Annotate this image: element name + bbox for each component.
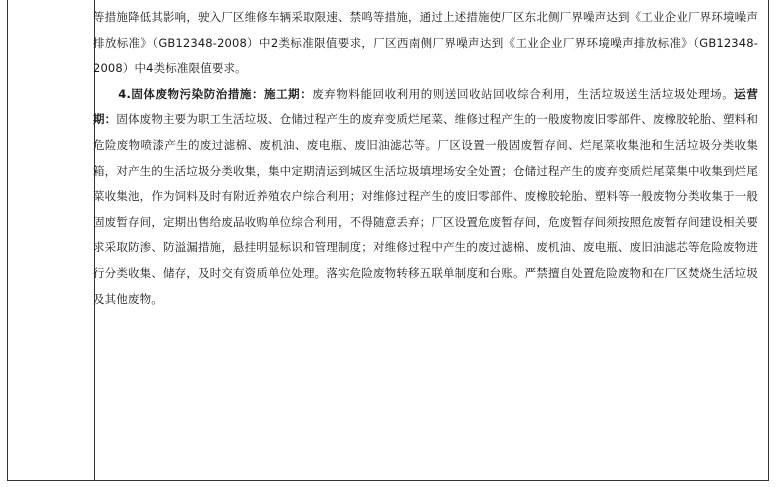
table-content-cell [93, 5, 758, 312]
operation-period-text: 固体废物主要为职工生活垃圾、仓储过程产生的废弃变质烂尾菜、维修过程产生的一般废物废旧零部件、废橡胶轮胎、塑料和危险废物喷漆产生的废过滤棉、废机油、废电瓶、废旧油滤芯等。厂区设置一般固废暂存间、烂尾菜收集池和生活垃圾分类收集箱，对产生的生活垃圾分类收集，集中定期清运到城区生活垃圾填埋场安全处置；仓储过程产生的废弃变质烂尾菜集中收集到烂尾菜收集池，作为饲料及时有附近养殖农户综合利用；对维修过程产生的废旧零部件、废橡胶轮胎、塑料等一般废物分类收集于一般固废暂存间，定期出售给废品收购单位综合利用，不得随意丢弃；厂区设置危废暂存间，危废暂存间须按照危废暂存间建设相关要求采取防渗、防溢漏措施，悬挂明显标识和管理制度；对维修过程中产生的废过滤棉、废机油、废电瓶、废旧油滤芯等危险废物进行分类收集、储存，及时交有资质单位处理。落实危险废物转移五联单制度和台账。严禁擅自处置危险废物和在厂区焚烧生活垃圾及其他废物。 [93, 112, 758, 306]
operation-period-label: 运营期： [93, 86, 758, 127]
solid-waste-paragraph [93, 82, 758, 312]
construction-period-text: 废弃物料能回收利用的则送回收站回收综合利用，生活垃圾送生活垃圾处理场。 [312, 86, 735, 101]
solid-waste-heading: 4.固体废物污染防治措施： [118, 86, 265, 101]
construction-period-label: 施工期： [264, 86, 313, 101]
noise-paragraph: 等措施降低其影响，驶入厂区维修车辆采取限速、禁鸣等措施，通过上述措施使厂区东北侧厂界噪声达到《工业企业厂界环境噪声排放标准》（GB12348-2008）中2类标准限值要求，厂区西南侧厂界噪声达到《工业企业厂界环境噪声排放标准》（GB12348-2008）中4类标准限值要求。 [93, 10, 758, 76]
table-left-cell [8, 0, 95, 480]
